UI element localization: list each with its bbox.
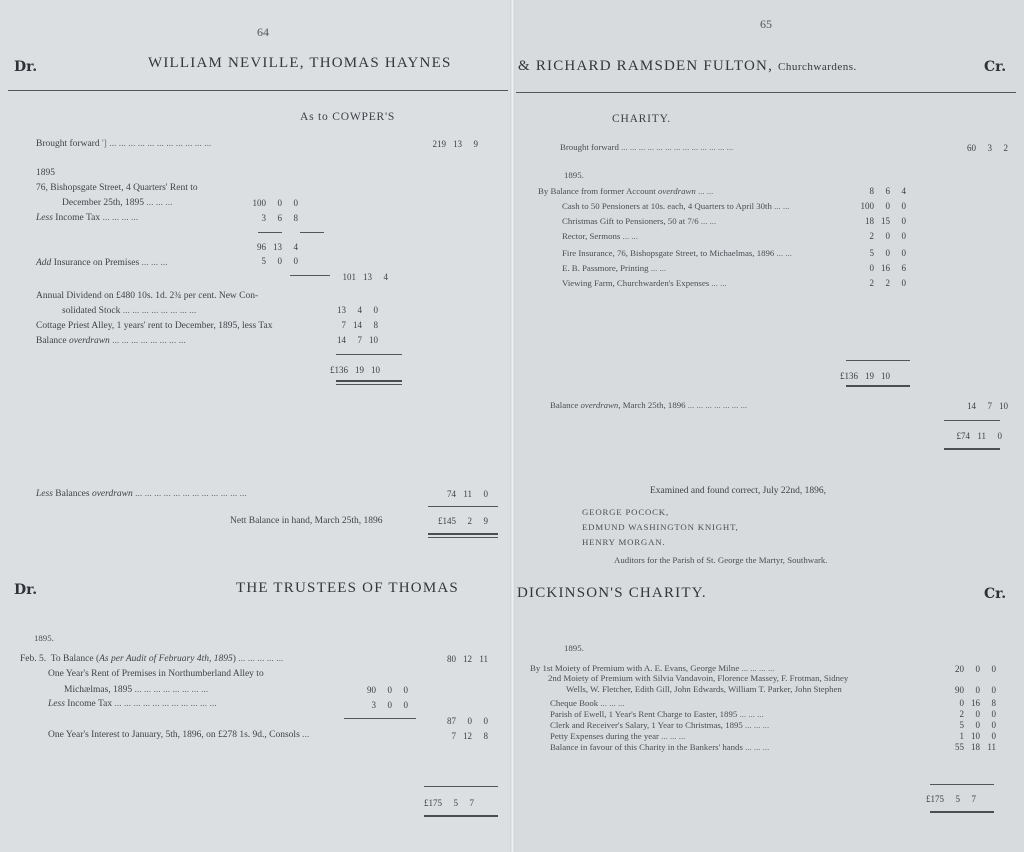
balance-amount-left: 14 7 10 bbox=[337, 335, 378, 345]
cowper-expense-item: Rector, Sermons ... ... bbox=[562, 231, 638, 241]
cowper-expense-item: E. B. Passmore, Printing ... ... bbox=[562, 263, 667, 273]
cowper-expense-item: By Balance from former Account overdrawn ... ... bbox=[538, 186, 714, 196]
year-1895-left: 1895 bbox=[36, 168, 55, 178]
header-rule-right bbox=[516, 92, 1016, 93]
moiety-amount-2: 90 0 0 bbox=[955, 685, 996, 695]
rent-line-1: 76, Bishopsgate Street, 4 Quarters' Rent to bbox=[36, 183, 198, 193]
to-balance-amount: 80 12 11 bbox=[447, 654, 488, 664]
dickinson-right-total: £175 5 7 bbox=[926, 794, 976, 804]
dickinson-expense-amount: 1 10 0 bbox=[959, 731, 996, 741]
dickinson-expense-item: Cheque Book ... ... ... bbox=[550, 698, 625, 708]
brought-forward-amount: 219 13 9 bbox=[432, 139, 478, 149]
moiety-line-3: Wells, W. Fletcher, Edith Gill, John Edwards, William T. Parker, John Stephen bbox=[566, 684, 842, 694]
less-balances-amount: 74 11 0 bbox=[447, 489, 488, 499]
dividend-amount: 13 4 0 bbox=[337, 305, 378, 315]
grand-double-rule bbox=[944, 448, 1000, 450]
cowper-left-total: £136 19 10 bbox=[330, 365, 380, 375]
dickinson-right-double-rule bbox=[930, 811, 994, 813]
churchwardens-role: Churchwardens. bbox=[778, 61, 857, 73]
cottage-rent: Cottage Priest Alley, 1 years' rent to December, 1895, less Tax bbox=[36, 321, 273, 331]
subtotal-2: 101 13 4 bbox=[342, 272, 388, 282]
dickinson-expense-item: Petty Expenses during the year ... ... ... bbox=[550, 731, 686, 741]
nett-rule bbox=[428, 506, 498, 507]
sub-rule bbox=[300, 232, 324, 233]
dickinson-rent-line-2: Michælmas, 1895 ... ... ... ... ... ... ... ... bbox=[64, 685, 209, 695]
audit-examined: Examined and found correct, July 22nd, 1896, bbox=[650, 486, 826, 496]
auditor-name-3: HENRY MORGAN. bbox=[582, 537, 666, 547]
brought-forward-amount-right: 60 3 2 bbox=[967, 143, 1008, 153]
cowper-expense-amount: 100 0 0 bbox=[860, 201, 906, 211]
dickinson-expense-amount: 55 18 11 bbox=[955, 742, 996, 752]
auditor-name-2: EDMUND WASHINGTON KNIGHT, bbox=[582, 522, 739, 532]
year-1895-dickinson-left: 1895. bbox=[34, 633, 54, 643]
auditor-name-1: GEORGE POCOCK, bbox=[582, 507, 669, 517]
dr-label: Dr. bbox=[14, 59, 38, 75]
year-1895-dickinson-right: 1895. bbox=[564, 643, 584, 653]
dickinson-right-total-rule bbox=[930, 784, 994, 785]
moiety-line-1: By 1st Moiety of Premium with A. E. Evans, George Milne ... ... ... ... bbox=[530, 663, 775, 673]
cowper-right-total: £136 19 10 bbox=[840, 371, 890, 381]
dickinson-expense-item: Parish of Ewell, 1 Year's Rent Charge to Easter, 1895 ... ... ... bbox=[550, 709, 764, 719]
less-balances-overdrawn: Less Balances overdrawn ... ... ... ... ... ... ... ... ... ... ... ... bbox=[36, 489, 247, 499]
dickinson-sub-rule bbox=[344, 718, 416, 719]
page-number-right: 65 bbox=[760, 17, 772, 31]
cowper-expense-amount: 0 16 6 bbox=[869, 263, 906, 273]
dickinson-less-income-tax: Less Income Tax ... ... ... ... ... ... ... ... ... ... ... bbox=[48, 699, 217, 709]
cowper-expense-item: Viewing Farm, Churchwarden's Expenses ... ... bbox=[562, 278, 727, 288]
insurance-amount: 5 0 0 bbox=[261, 256, 298, 266]
header-rule-left bbox=[8, 90, 508, 91]
tax-amount: 3 6 8 bbox=[261, 213, 298, 223]
churchwardens-names-right: & RICHARD RAMSDEN FULTON, bbox=[518, 58, 774, 74]
total-double-rule bbox=[336, 384, 402, 385]
cr-label: Cr. bbox=[984, 59, 1007, 75]
dickinson-title-left: THE TRUSTEES OF THOMAS bbox=[236, 580, 459, 596]
dickinson-expense-amount: 5 0 0 bbox=[959, 720, 996, 730]
dickinson-left-total-rule bbox=[424, 786, 498, 787]
brought-forward-label: Brought forward '] ... ... ... ... ... ... ... ... ... ... ... bbox=[36, 139, 212, 149]
cowper-expense-amount: 18 15 0 bbox=[865, 216, 906, 226]
dickinson-expense-amount: 2 0 0 bbox=[959, 709, 996, 719]
sub-rule bbox=[258, 232, 282, 233]
dr-label-dickinson: Dr. bbox=[14, 582, 38, 598]
nett-double-rule bbox=[428, 537, 498, 538]
cowper-subheading-left: As to COWPER'S bbox=[300, 111, 396, 123]
cowper-subheading-right: CHARITY. bbox=[612, 113, 671, 125]
dickinson-rent-amount: 90 0 0 bbox=[367, 685, 408, 695]
rent-line-2: December 25th, 1895 ... ... ... bbox=[62, 198, 173, 208]
balance-overdrawn-left: Balance overdrawn ... ... ... ... ... ... ... ... bbox=[36, 336, 186, 346]
dickinson-title-right: DICKINSON'S CHARITY. bbox=[517, 585, 707, 601]
total-double-rule-right bbox=[846, 385, 910, 387]
dickinson-rent-line-1: One Year's Rent of Premises in Northumberland Alley to bbox=[48, 669, 264, 679]
year-1895-right: 1895. bbox=[564, 170, 584, 180]
cowper-expense-item: Fire Insurance, 76, Bishopsgate Street, to Michaelmas, 1896 ... ... bbox=[562, 248, 792, 258]
dickinson-expense-item: Balance in favour of this Charity in the Bankers' hands ... ... ... bbox=[550, 742, 770, 752]
dickinson-interest-amount: 7 12 8 bbox=[451, 731, 488, 741]
page-number-left: 64 bbox=[257, 25, 269, 39]
moiety-amount-1: 20 0 0 bbox=[955, 664, 996, 674]
total-double-rule bbox=[336, 380, 402, 382]
dickinson-subtotal: 87 0 0 bbox=[447, 716, 488, 726]
total-rule bbox=[336, 354, 402, 355]
churchwardens-title-left: WILLIAM NEVILLE, THOMAS HAYNES bbox=[148, 55, 452, 71]
sub-rule bbox=[290, 275, 330, 276]
dickinson-left-total: £175 5 7 bbox=[424, 798, 474, 808]
nett-balance-label: Nett Balance in hand, March 25th, 1896 bbox=[230, 516, 383, 526]
cowper-expense-amount: 5 0 0 bbox=[869, 248, 906, 258]
churchwardens-title-right bbox=[518, 58, 857, 75]
auditors-caption: Auditors for the Parish of St. George the Martyr, Southwark. bbox=[614, 555, 828, 565]
grand-rule bbox=[944, 420, 1000, 421]
rent-amount: 100 0 0 bbox=[252, 198, 298, 208]
book-gutter bbox=[510, 0, 515, 852]
nett-balance-amount: £145 2 9 bbox=[438, 516, 488, 526]
cowper-expense-amount: 2 2 0 bbox=[869, 278, 906, 288]
cowper-expense-amount: 2 0 0 bbox=[869, 231, 906, 241]
brought-forward-label-right: Brought forward ... ... ... ... ... ... ... ... ... ... ... ... ... bbox=[560, 142, 734, 152]
dividend-line-2: solidated Stock ... ... ... ... ... ... ... ... bbox=[62, 306, 197, 316]
total-rule-right bbox=[846, 360, 910, 361]
dividend-line-1: Annual Dividend on £480 10s. 1d. 2¾ per cent. New Con- bbox=[36, 291, 259, 301]
cowper-grand-total: £74 11 0 bbox=[956, 431, 1002, 441]
add-insurance: Add Insurance on Premises ... ... ... bbox=[36, 258, 168, 268]
balance-overdrawn-right: Balance overdrawn, March 25th, 1896 ... ... ... ... ... ... ... bbox=[550, 400, 748, 410]
cowper-expense-item: Christmas Gift to Pensioners, 50 at 7/6 ... ... bbox=[562, 216, 717, 226]
dickinson-expense-amount: 0 16 8 bbox=[959, 698, 996, 708]
cowper-expense-item: Cash to 50 Pensioners at 10s. each, 4 Quarters to April 30th ... ... bbox=[562, 201, 790, 211]
moiety-line-2: 2nd Moiety of Premium with Silvia Vandavoin, Florence Massey, F. Frotman, Sidney bbox=[548, 673, 849, 683]
cowper-expense-amount: 8 6 4 bbox=[869, 186, 906, 196]
cottage-amount: 7 14 8 bbox=[341, 320, 378, 330]
dickinson-tax-amount: 3 0 0 bbox=[371, 700, 408, 710]
to-balance: Feb. 5. To Balance (As per Audit of February 4th, 1895) ... ... ... ... ... bbox=[20, 654, 284, 664]
cr-label-dickinson: Cr. bbox=[984, 586, 1007, 602]
dickinson-expense-item: Clerk and Receiver's Salary, 1 Year to Christmas, 1895 ... ... ... bbox=[550, 720, 770, 730]
nett-double-rule bbox=[428, 533, 498, 535]
dickinson-left-double-rule bbox=[424, 815, 498, 817]
balance-amount-right: 14 7 10 bbox=[967, 401, 1008, 411]
subtotal-1: 96 13 4 bbox=[257, 242, 298, 252]
dickinson-interest: One Year's Interest to January, 5th, 1896, on £278 1s. 9d., Consols ... bbox=[48, 730, 310, 740]
less-income-tax: Less Income Tax ... ... ... ... bbox=[36, 213, 139, 223]
